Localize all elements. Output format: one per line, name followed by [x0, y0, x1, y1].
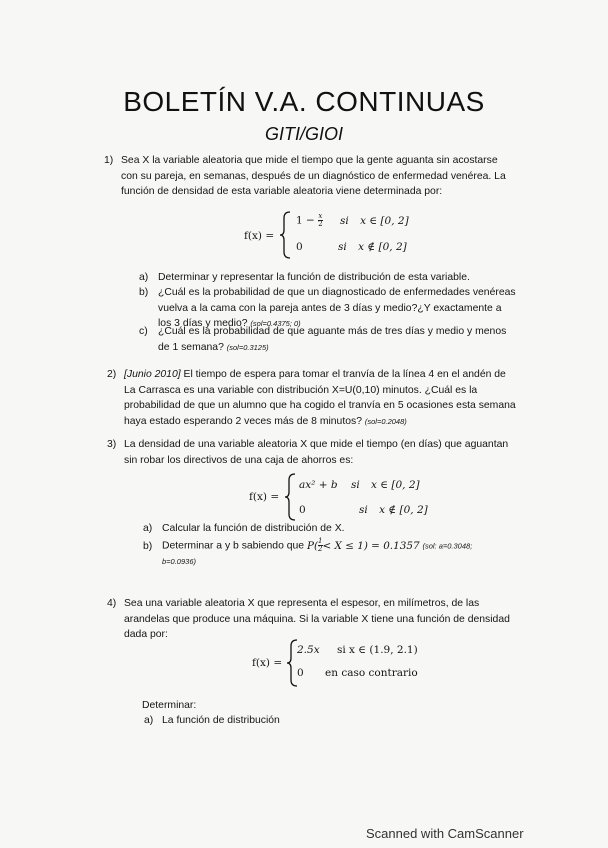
row-2-si: si: [338, 241, 347, 253]
problem-3-b-text: [162, 538, 542, 554]
problem-3-b-text-lead: Determinar a y b sabiendo que: [162, 540, 305, 552]
row-1-condition: x ∈ [0, 2]: [360, 214, 409, 227]
scanner-watermark: Scanned with CamScanner: [366, 826, 524, 841]
problem-1-c-line-2-text: de 1 semana?: [158, 341, 224, 353]
problem-2-line-1-text: El tiempo de espera para tomar el tranvía de la línea 4 en el andén de: [183, 369, 506, 380]
problem-2-tag: [Junio 2010]: [124, 369, 181, 380]
problem-1-line-3: función de densidad de esta variable aleatoria viene determinada por:: [121, 186, 443, 197]
row-1-expression: 2.5x: [297, 644, 320, 656]
row-2-condition: x ∉ [0, 2]: [358, 241, 407, 253]
math-prefix: P(: [306, 539, 319, 552]
problem-4-line-1: Sea una variable aleatoria X que representa el espesor, en milímetros, de las: [124, 598, 480, 609]
problem-1-c-line-1: ¿Cuál es la probabilidad de que aguante más de tres días y medio y menos: [158, 326, 507, 337]
formula-row-1: [299, 479, 420, 491]
problem-1-number: 1): [104, 155, 114, 166]
problem-1-b-line-3-text: los 3 días y medio?: [158, 318, 248, 329]
problem-2-statement: [124, 367, 524, 429]
problem-2-line-2: La Carrasca es una variable con distribución X=U(0,10) minutos. ¿Cuál es la: [124, 384, 478, 396]
document-title: BOLETÍN V.A. CONTINUAS: [123, 86, 485, 117]
fraction-numerator: x: [318, 212, 323, 220]
problem-1-c-letter: c): [139, 326, 148, 337]
problem-2-line-1: [124, 367, 524, 383]
formula-lhs: f(x) =: [252, 657, 283, 669]
problem-3-statement: [124, 437, 524, 468]
problem-1-line-1: Sea X la variable aleatoria que mide el tiempo que la gente aguanta sin acostarse: [121, 155, 498, 166]
row-1-fraction: [318, 213, 322, 228]
formula-row-1: [296, 213, 409, 228]
problem-1-c-solution: (sol=0.3125): [226, 342, 269, 352]
math-suffix: < X ≤ 1) = 0.1357: [322, 539, 420, 552]
problem-2-solution: (sol=0.2048): [364, 416, 407, 426]
problem-4-line-3: dada por:: [124, 629, 168, 640]
problem-2-line-4: [124, 414, 524, 430]
problem-4-line-2: arandelas que produce una máquina. Si la variable X tiene una función de densidad: [124, 613, 510, 625]
problem-3-a-text: Calcular la función de distribución de X.: [162, 523, 345, 534]
formula-row-1: [297, 644, 418, 656]
fraction-denominator: 2: [318, 220, 323, 228]
problem-4-determinar: Determinar:: [142, 700, 197, 711]
problem-3-line-1: La densidad de una variable aleatoria X que mide el tiempo (en días) que aguantan: [124, 439, 509, 450]
formula-row-2: [296, 241, 407, 253]
row-2-condition: en caso contrario: [325, 667, 418, 679]
problem-1-statement: [121, 153, 521, 200]
brace-icon: [284, 472, 298, 522]
problem-2-line-3: probabilidad de que un alumno que ha cogido el tranvía en 5 ocasiones esta semana: [124, 400, 516, 411]
fraction-numerator: 1: [318, 537, 323, 545]
row-2-expression: 0: [296, 241, 303, 253]
problem-4-statement: [124, 596, 524, 643]
formula-row-2: [297, 667, 418, 679]
row-2-si: si: [359, 504, 368, 516]
row-1-si: si: [350, 479, 360, 491]
formula-lhs: f(x) =: [249, 491, 280, 503]
problem-1-a-text: Determinar y representar la función de distribución de esta variable.: [158, 272, 470, 283]
problem-3-b-solution-cont: b=0.0936): [162, 557, 196, 566]
problem-3-b-letter: b): [143, 541, 153, 552]
problem-4-a-text: La función de distribución: [162, 715, 280, 726]
formula-lhs: f(x) =: [244, 230, 275, 242]
row-2-condition: x ∉ [0, 2]: [379, 504, 428, 516]
row-1-expression: 1 −: [296, 214, 319, 227]
problem-1-a-letter: a): [139, 272, 149, 283]
problem-3-a-letter: a): [143, 523, 153, 534]
brace-icon: [279, 210, 293, 260]
problem-1-b-solution: (sol=0.4375; 0): [250, 319, 301, 328]
problem-4-a-letter: a): [144, 715, 154, 726]
problem-4-number: 4): [107, 598, 117, 609]
row-1-condition: si x ∈ (1.9, 2.1): [336, 644, 418, 656]
problem-2-number: 2): [107, 369, 117, 380]
problem-3-b-solution: (sol: a=0.3048;: [422, 541, 473, 551]
problem-2-line-4-text: haya estado esperando 2 veces más de 8 minutos?: [124, 415, 362, 427]
problem-3-b-math: [306, 537, 420, 553]
row-1-expression: ax² + b: [299, 479, 338, 491]
formula-row-2: [299, 504, 428, 516]
problem-3-line-2: sin robar los directivos de una caja de ahorros es:: [124, 454, 354, 466]
row-1-si: si: [339, 214, 349, 227]
document-subtitle: GITI/GIOI: [264, 124, 343, 144]
row-2-expression: 0: [299, 504, 306, 516]
problem-1-b-letter: b): [139, 287, 149, 298]
problem-1-line-2: con su pareja, en semanas, después de un diagnóstico de enfermedad venérea. La: [121, 170, 506, 182]
problem-1-b-line-1: ¿Cuál es la probabilidad de que un diagnosticado de enfermedades venéreas: [158, 287, 516, 298]
row-2-expression: 0: [297, 667, 304, 679]
problem-3-number: 3): [107, 439, 117, 450]
fraction-denominator: 2: [318, 545, 323, 553]
problem-1-b-line-2: vuelva a la cama con la pareja antes de 3 días y medio?¿Y exactamente a: [158, 302, 502, 314]
problem-1-c-line-2: [158, 340, 518, 356]
row-1-condition: x ∈ [0, 2]: [371, 479, 420, 491]
problem-1-c-text: [158, 324, 518, 355]
